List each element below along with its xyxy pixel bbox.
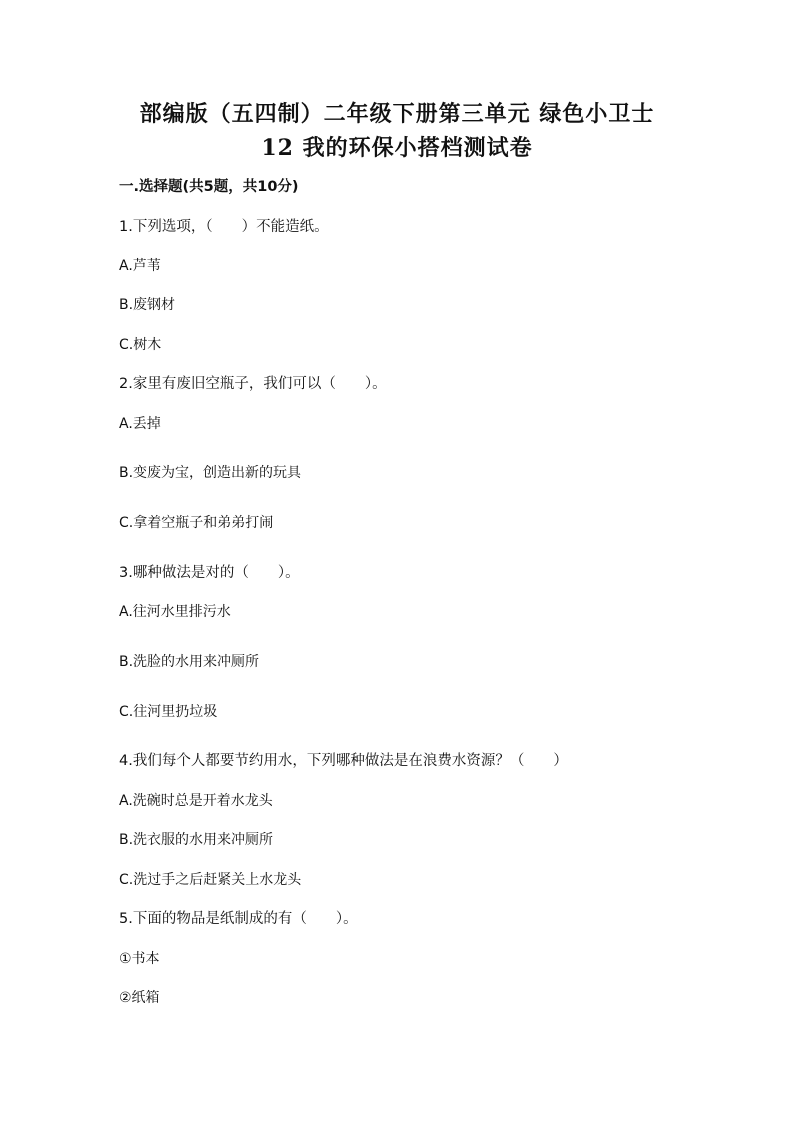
question-3-option-b: B.洗脸的水用来冲厕所 bbox=[119, 654, 260, 670]
question-4-stem: 4.我们每个人都要节约用水，下列哪种做法是在浪费水资源？（ ） bbox=[119, 753, 568, 769]
question-2-option-b: B.变废为宝，创造出新的玩具 bbox=[119, 465, 302, 481]
question-4-option-c: C.洗过手之后赶紧关上水龙头 bbox=[119, 872, 302, 888]
question-1-option-a: A.芦苇 bbox=[119, 258, 161, 274]
question-2-option-a: A.丢掉 bbox=[119, 416, 161, 432]
question-2-option-c: C.拿着空瓶子和弟弟打闹 bbox=[119, 515, 274, 531]
document-title-line-2: 12 我的环保小搭档测试卷 bbox=[261, 135, 533, 161]
section-heading: 一.选择题(共5题，共10分) bbox=[119, 179, 299, 195]
question-3-option-c: C.往河里扔垃圾 bbox=[119, 704, 218, 720]
question-5-stem: 5.下面的物品是纸制成的有（ ）。 bbox=[119, 911, 358, 927]
question-4-option-b: B.洗衣服的水用来冲厕所 bbox=[119, 832, 274, 848]
document-title-line-1: 部编版（五四制）二年级下册第三单元 绿色小卫士 bbox=[139, 101, 655, 127]
question-1-option-b: B.废钢材 bbox=[119, 297, 176, 313]
question-1-stem: 1.下列选项，（ ）不能造纸。 bbox=[119, 219, 329, 235]
question-5-option-1: ①书本 bbox=[119, 951, 160, 967]
question-5-option-2: ②纸箱 bbox=[119, 990, 160, 1006]
question-3-stem: 3.哪种做法是对的（ ）。 bbox=[119, 565, 300, 581]
question-2-stem: 2.家里有废旧空瓶子，我们可以（ ）。 bbox=[119, 376, 387, 392]
question-4-option-a: A.洗碗时总是开着水龙头 bbox=[119, 793, 273, 809]
question-3-option-a: A.往河水里排污水 bbox=[119, 604, 231, 620]
question-1-option-c: C.树木 bbox=[119, 337, 162, 353]
